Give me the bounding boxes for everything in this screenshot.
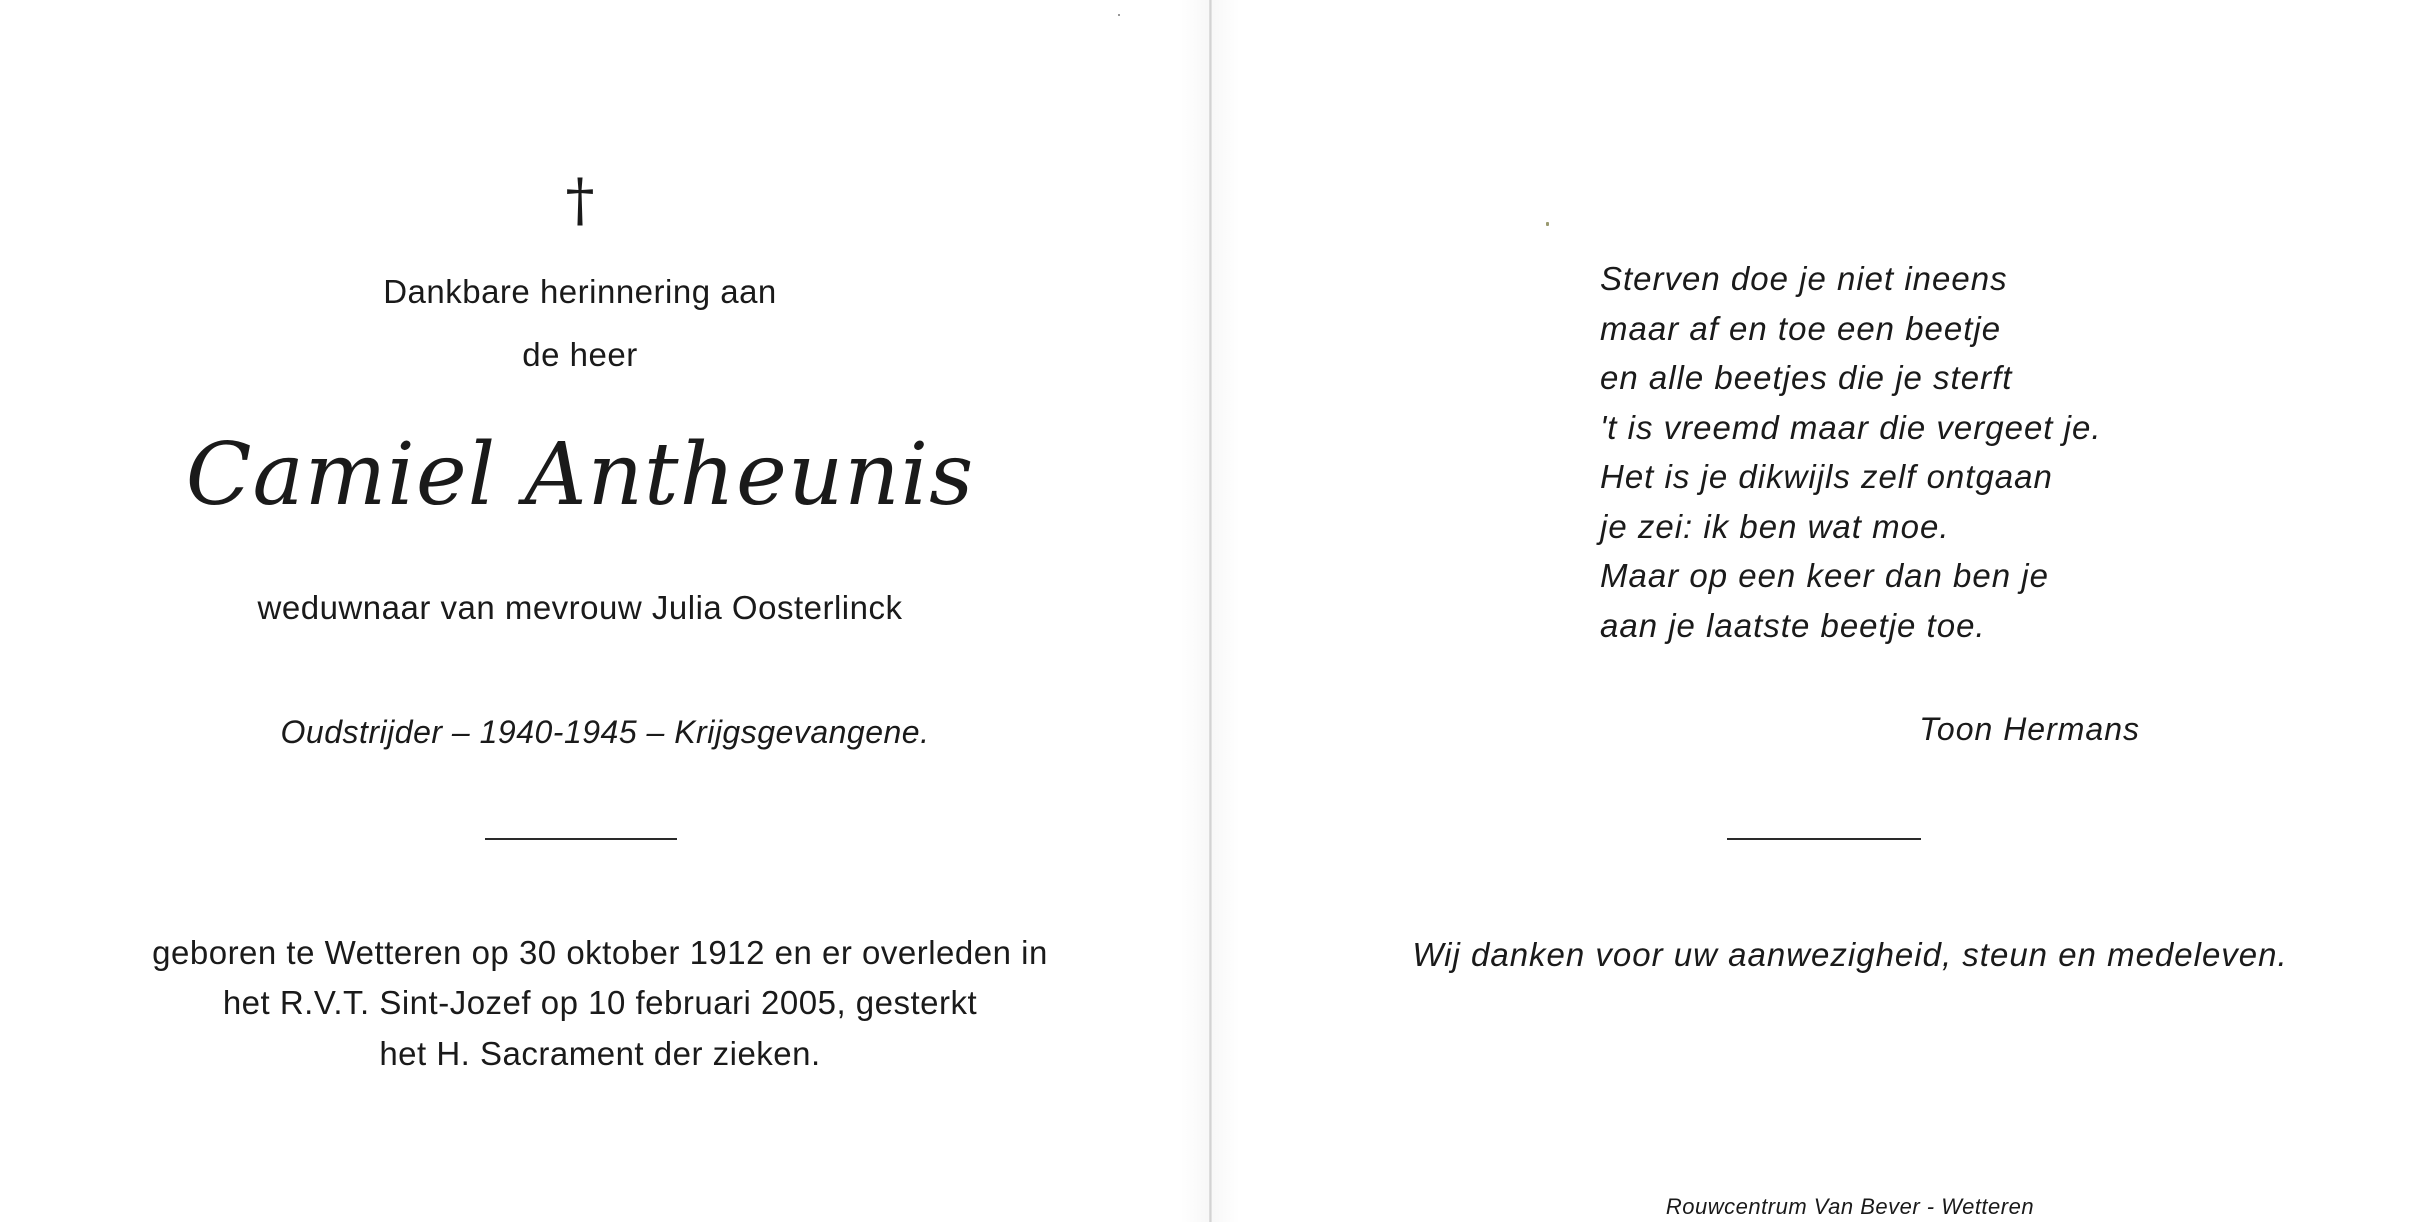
poem: [1600, 254, 2102, 650]
poem-line: aan je laatste beetje toe.: [1600, 606, 1986, 644]
cross-symbol: †: [565, 166, 595, 234]
poem-line: Sterven doe je niet ineens: [1600, 260, 2008, 297]
poem-line: 't is vreemd maar die vergeet je.: [1600, 408, 2102, 446]
poem-line: Het is je dikwijls zelf ontgaan: [1600, 458, 2053, 495]
poem-line: je zei: ik ben wat moe.: [1600, 507, 1950, 545]
divider-right: [1727, 838, 1921, 840]
birth-death-line-1: geboren te Wetteren op 30 oktober 1912 en er overleden in: [152, 934, 1048, 971]
poem-line: maar af en toe een beetje: [1600, 309, 2002, 347]
intro-line-1: Dankbare herinnering aan: [383, 273, 777, 310]
widower-line: weduwnaar van mevrouw Julia Oosterlinck: [257, 589, 903, 626]
undertaker-credit: Rouwcentrum Van Bever - Wetteren: [1665, 1194, 2035, 1219]
veteran-line: Oudstrijder – 1940-1945 – Krijgsgevangene.: [280, 714, 930, 750]
deceased-name: Camiel Antheunis: [185, 425, 975, 525]
divider-left: [485, 838, 677, 840]
birth-death-line-3: het H. Sacrament der zieken.: [379, 1035, 821, 1072]
paper-speck: [1118, 14, 1120, 16]
poem-line: en alle beetjes die je sterft: [1600, 359, 2013, 396]
poem-line: Maar op een keer dan ben je: [1600, 557, 2049, 594]
thanks-line: Wij danken voor uw aanwezigheid, steun en medeleven.: [1412, 936, 2288, 973]
poem-author: Toon Hermans: [1919, 711, 2140, 747]
intro-line-2: de heer: [522, 336, 638, 373]
paper-speck: [1546, 222, 1549, 226]
birth-death-line-2: het R.V.T. Sint-Jozef op 10 februari 2005, gesterkt: [222, 984, 978, 1021]
left-panel: [0, 0, 1210, 1222]
